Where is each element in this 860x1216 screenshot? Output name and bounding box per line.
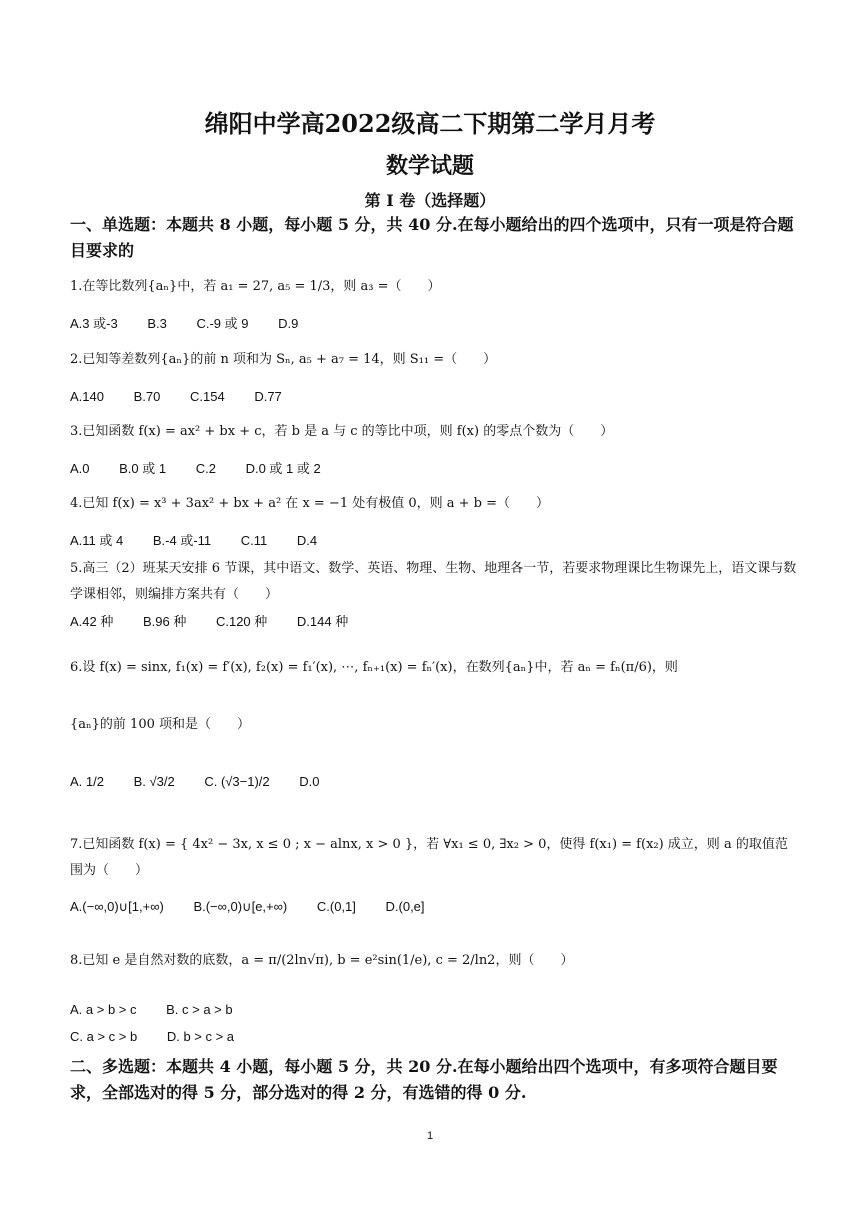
option-d: D.77	[254, 389, 282, 404]
question-6-stem-continued: {aₙ}的前 100 项和是（ ）	[70, 717, 250, 732]
option-a: A.3 或-3	[70, 316, 118, 331]
question-5-options	[70, 612, 374, 632]
option-c: C.120 种	[215, 614, 268, 629]
option-b: B.70	[133, 389, 161, 404]
option-a: A.(−∞,0)∪[1,+∞)	[70, 899, 164, 914]
option-c: C. a > c > b	[70, 1029, 138, 1044]
question-8-options-row1	[70, 1000, 259, 1020]
question-5-stem: 5.高三（2）班某天安排 6 节课，其中语文、数学、英语、物理、生物、地理各一节，若要求物理课比生物课先上，语文课与数学课相邻，则编排方案共有（ ）	[70, 561, 797, 602]
question-7-stem: 7.已知函数 f(x) = { 4x² − 3x, x ≤ 0 ; x − alnx, x > 0 }，若 ∀x₁ ≤ 0, ∃x₂ > 0，使得 f(x₁) = f(x₂) 成立，则 a 的取值范围为（ ）	[70, 837, 788, 878]
option-a: A. 1/2	[70, 774, 104, 789]
question-6-options	[70, 772, 346, 792]
option-b: B.-4 或-11	[152, 533, 212, 548]
question-4-options	[70, 531, 343, 551]
option-a: A.0	[70, 461, 90, 476]
exam-title: 绵阳中学高2022级高二下期第二学月月考	[204, 109, 656, 138]
option-a: A.11 或 4	[70, 533, 124, 548]
question-1-options	[70, 314, 324, 334]
question-8-options-row2	[70, 1027, 260, 1047]
option-d: D.4	[296, 533, 318, 548]
question-4-stem: 4.已知 f(x) = x³ + 3ax² + bx + a² 在 x = −1 处有极值 0，则 a + b =（ ）	[70, 496, 550, 511]
option-a: A.42 种	[70, 614, 114, 629]
option-d: D.9	[278, 316, 299, 331]
option-a: A. a > b > c	[70, 1002, 137, 1017]
option-b: B. √3/2	[133, 774, 175, 789]
option-d: D. b > c > a	[166, 1029, 235, 1044]
option-d: D.144 种	[296, 614, 349, 629]
subject-title: 数学试题	[385, 153, 474, 179]
option-d: D.(0,e]	[385, 899, 425, 914]
option-a: A.140	[70, 389, 104, 404]
question-1-stem: 1.在等比数列{aₙ}中，若 a₁ = 27, a₅ = 1/3，则 a₃ =（ ）	[70, 279, 441, 294]
question-3-options	[70, 459, 347, 479]
option-b: B.96 种	[142, 614, 187, 629]
option-b: B.0 或 1	[119, 461, 167, 476]
question-6-stem: 6.设 f(x) = sinx, f₁(x) = f′(x), f₂(x) = f₁′(x), ⋯, fₙ₊₁(x) = fₙ′(x)，在数列{aₙ}中，若 aₙ = fₙ(π/6)，则	[70, 660, 678, 675]
option-c: C.11	[240, 533, 268, 548]
option-c: C.154	[189, 389, 225, 404]
section-1-heading: 一、单选题：本题共 8 小题，每小题 5 分，共 40 分.在每小题给出的四个选项中，只有一项是符合题目要求的	[70, 215, 794, 260]
question-2-options	[70, 387, 308, 407]
question-7-options	[70, 897, 451, 917]
option-d: D.0 或 1 或 2	[245, 461, 321, 476]
question-8-stem: 8.已知 e 是自然对数的底数，a = π/(2ln√π), b = e²sin(1/e), c = 2/ln2，则（ ）	[70, 953, 574, 968]
part-title: 第 I 卷（选择题）	[364, 191, 496, 210]
section-2-heading: 二、多选题：本题共 4 小题，每小题 5 分，共 20 分.在每小题给出四个选项中，有多项符合题目要求，全部选对的得 5 分，部分选对的得 2 分，有选错的得 0 分.	[70, 1057, 778, 1102]
option-c: C.(0,1]	[316, 899, 356, 914]
option-b: B.3	[147, 316, 167, 331]
option-d: D.0	[299, 774, 320, 789]
option-b: B.(−∞,0)∪[e,+∞)	[193, 899, 288, 914]
option-b: B. c > a > b	[166, 1002, 233, 1017]
question-3-stem: 3.已知函数 f(x) = ax² + bx + c，若 b 是 a 与 c 的等比中项，则 f(x) 的零点个数为（ ）	[70, 424, 614, 439]
option-c: C.-9 或 9	[196, 316, 249, 331]
option-c: C.2	[195, 461, 216, 476]
page-number: 1	[426, 1130, 434, 1142]
question-2-stem: 2.已知等差数列{aₙ}的前 n 项和为 Sₙ, a₅ + a₇ = 14，则 S₁₁ =（ ）	[70, 352, 497, 367]
option-c: C. (√3−1)/2	[204, 774, 270, 789]
